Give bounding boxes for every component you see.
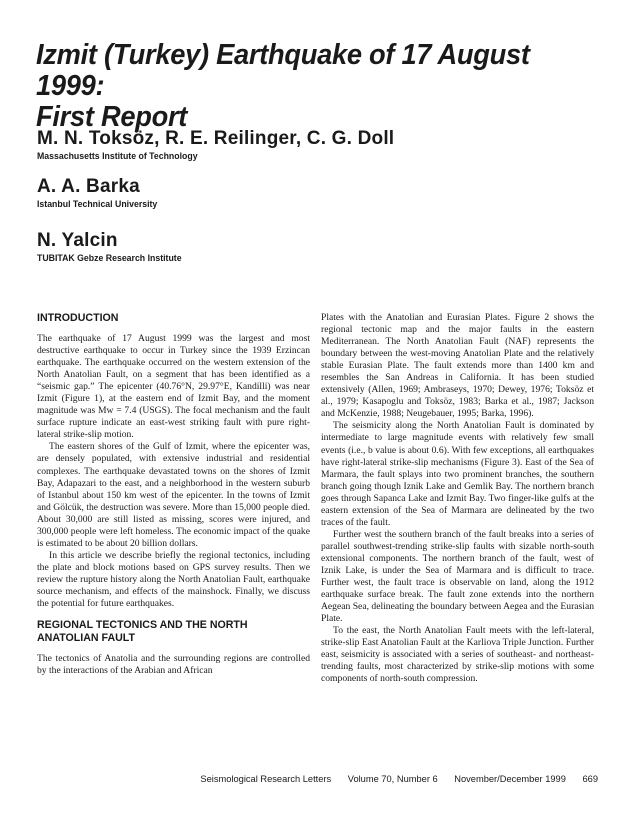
author-names: M. N. Toksöz, R. E. Reilinger, C. G. Doll bbox=[37, 128, 395, 149]
issue-date: November/December 1999 bbox=[454, 774, 566, 784]
volume-number: Volume 70, Number 6 bbox=[347, 774, 438, 784]
author-affiliation: Istanbul Technical University bbox=[37, 199, 158, 210]
body-paragraph: Further west the southern branch of the fault breaks into a series of parallel southwest-trending strike-slip faults with sizable north-south extensional components. The northern branch of the fault, west of Iznik Lake, is under the Sea of Marmara and is difficult to trace. Further west, the fault trace is observable on land, along the 1912 earthquake surface break. The fault zone extends into the northern Aegean Sea, delineating the boundary between Aegea and the Eurasian Plate. bbox=[321, 528, 594, 625]
author-affiliation: TUBITAK Gebze Research Institute bbox=[37, 253, 182, 264]
body-paragraph: Plates with the Anatolian and Eurasian Plates. Figure 2 shows the regional tectonic map and the major faults in the eastern Mediterranean. The North Anatolian Fault (NAF) represents the boundary between the west-moving Anatolian Plate and the relatively stable Eurasian Plate. The fault extends more than 1400 km and resembles the San Andreas in California. It has been studied extensively (Allen, 1969; Ambraseys, 1970; Dewey, 1976; Toksöz et al., 1979; Kasapoglu and Toksöz, 1983; Barka et al., 1987; Jackson and McKenzie, 1988; Neugebauer, 1995; Barka, 1996). bbox=[321, 312, 594, 420]
author-affiliation: Massachusetts Institute of Technology bbox=[37, 151, 198, 162]
author-block-tubitak bbox=[37, 230, 617, 265]
right-column bbox=[321, 312, 594, 685]
journal-name: Seismological Research Letters bbox=[200, 774, 332, 784]
author-block-itu bbox=[37, 176, 617, 211]
heading-line: ANATOLIAN FAULT bbox=[37, 632, 136, 645]
author-names: A. A. Barka bbox=[37, 176, 140, 197]
author-block-mit bbox=[37, 128, 617, 163]
body-paragraph: The seismicity along the North Anatolian Fault is dominated by intermediate to large magnitude events with relatively few small events (i.e., b value is about 0.6). With few exceptions, all earthquakes have right-lateral strike-slip mechanisms (Figure 3). East of the Sea of Marmara, the fault splays into two prominent branches, the southern branch going though Iznik Lake and Gemlik Bay. The northern branch goes through Sapanca Lake and Izmit Bay. Two finger-like gulfs at the eastern extension of the Sea of Marmara are delineated by the two traces of the fault. bbox=[321, 420, 594, 528]
body-paragraph: In this article we describe briefly the regional tectonics, including the plate and block motions based on GPS survey results. Then we review the rupture history along the North Anatolian Fault, earthquake source mechanism, and effects of the mainshock. Finally, we discuss the potential for future earthquakes. bbox=[37, 549, 310, 610]
section-heading-regional-tectonics bbox=[37, 619, 296, 645]
body-paragraph: To the east, the North Anatolian Fault meets with the left-lateral, strike-slip East Anatolian Fault at the Karliova Triple Junction. Further east, seismicity is associated with a series of southeast- and northeast-trending faults, most characterized by strike-slip motions with some components of north-south compression. bbox=[321, 625, 594, 685]
heading-line: REGIONAL TECTONICS AND THE NORTH bbox=[37, 619, 248, 632]
body-paragraph: The eastern shores of the Gulf of Izmit, where the epicenter was, are densely populated, with extensive industrial and residential complexes. The earthquake devastated towns on the shores of Izmit Bay, Adapazari to the east, and a neighborhood in the western suburb of Istanbul about 150 km west of the epicenter. In the towns of Izmit and Gölcük, the destruction was severe. More than 15,000 people died. About 30,000 are still listed as missing, scores were injured, and 300,000 people were left homeless. The economic impact of the quake is estimated to be about 20 billion dollars. bbox=[37, 441, 310, 549]
page-number: 669 bbox=[582, 774, 598, 784]
article-title bbox=[36, 40, 581, 133]
left-column bbox=[37, 312, 310, 677]
title-line-2: First Report bbox=[36, 101, 188, 133]
section-heading-introduction: INTRODUCTION bbox=[37, 312, 119, 324]
author-names: N. Yalcin bbox=[37, 230, 118, 251]
title-line-1: Izmit (Turkey) Earthquake of 17 August 1999: bbox=[36, 39, 530, 102]
body-paragraph: The tectonics of Anatolia and the surrounding regions are controlled by the interactions of the Arabian and African bbox=[37, 653, 310, 677]
page-footer bbox=[0, 774, 598, 784]
body-paragraph: The earthquake of 17 August 1999 was the largest and most destructive earthquake to occur in Turkey since the 1939 Erzincan earthquake. The earthquake occurred on the western extension of the North Anatolian Fault, on a segment that has been identified as a “seismic gap.” The epicenter (40.76°N, 29.97°E, Kandilli) was near Izmit (Figure 1), at the eastern end of Izmit Bay, and the moment magnitude was Mw = 7.4 (USGS). The focal mechanism and the fault surface rupture indicate an east-west striking fault with pure right-lateral strike-slip motion. bbox=[37, 333, 310, 441]
